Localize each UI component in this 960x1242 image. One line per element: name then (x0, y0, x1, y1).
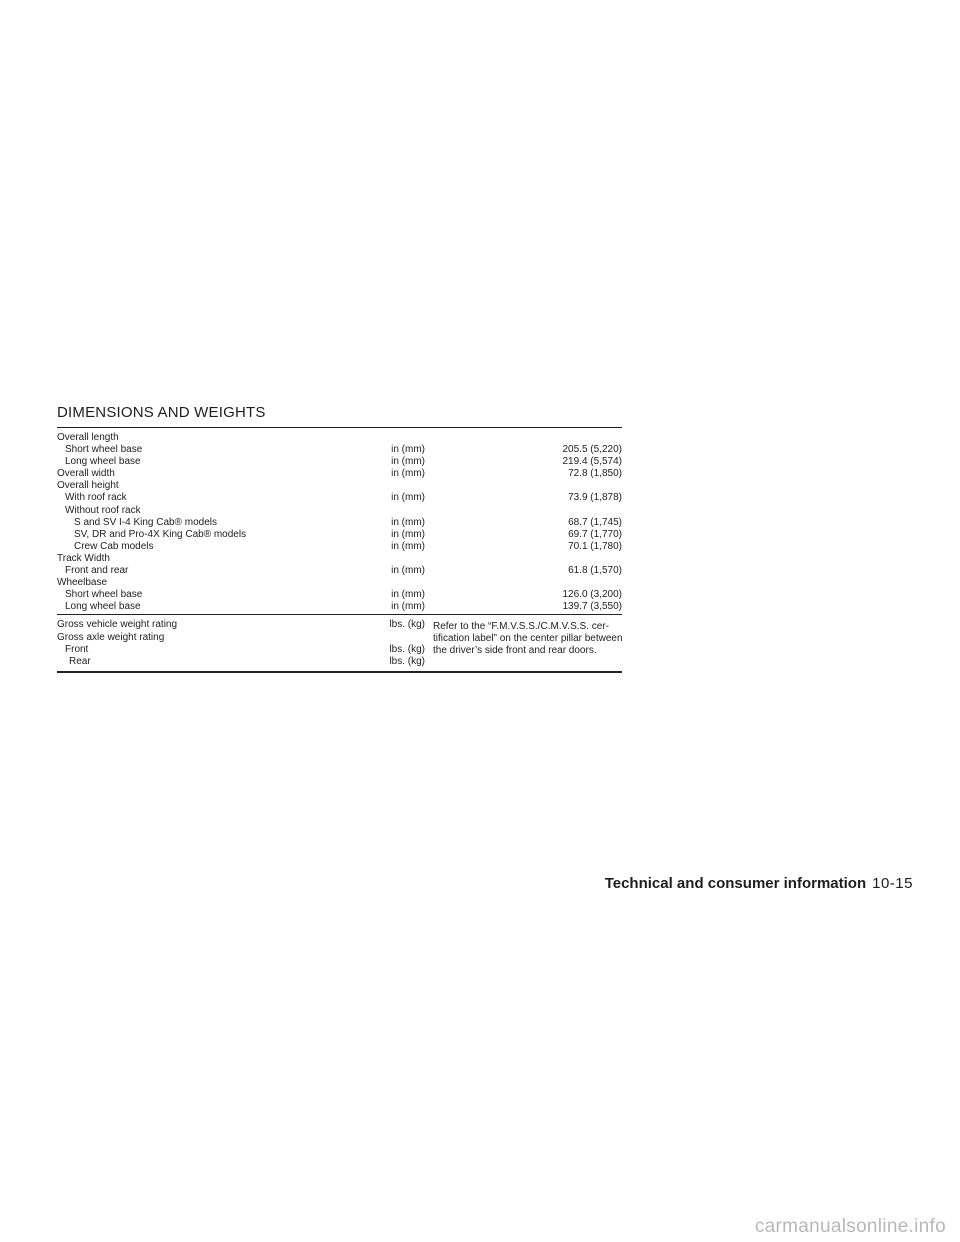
spec-row (57, 577, 622, 589)
spec-label: Track Width (57, 552, 110, 564)
section-title: DIMENSIONS AND WEIGHTS (57, 404, 266, 421)
spec-label: Front and rear (65, 565, 129, 577)
table-divider (57, 614, 622, 615)
spec-value: 70.1 (1,780) (568, 540, 622, 552)
spec-row (57, 517, 622, 529)
spec-label: Crew Cab models (74, 540, 154, 552)
spec-label: Gross vehicle weight rating (57, 619, 178, 631)
spec-label: Long wheel base (65, 601, 141, 613)
spec-unit: lbs. (kg) (389, 655, 425, 667)
spec-label: Without roof rack (65, 504, 141, 516)
spec-label: Rear (69, 655, 91, 667)
weights-note: Refer to the “F.M.V.S.S./C.M.V.S.S. cer-tification label” on the center pillar between the driver’s side front and rear doors. (433, 621, 623, 656)
spec-row (57, 480, 622, 492)
chapter-title: Technical and consumer information (604, 875, 867, 892)
spec-row (57, 505, 622, 517)
spec-value: 205.5 (5,220) (562, 444, 622, 456)
spec-row (57, 589, 622, 601)
spec-unit: in (mm) (391, 456, 425, 468)
spec-label: Overall height (57, 480, 119, 492)
spec-label: SV, DR and Pro-4X King Cab® models (74, 528, 247, 540)
spec-value: 219.4 (5,574) (562, 456, 622, 468)
spec-value: 73.9 (1,878) (568, 492, 622, 504)
spec-unit: in (mm) (391, 468, 425, 480)
spec-unit: in (mm) (391, 589, 425, 601)
spec-label: Short wheel base (65, 589, 143, 601)
spec-label: Overall length (57, 432, 119, 443)
spec-label: Wheelbase (57, 577, 108, 589)
spec-row (57, 565, 622, 577)
spec-value: 72.8 (1,850) (568, 468, 622, 480)
spec-row (57, 456, 622, 468)
dimensions-weights-table (57, 432, 622, 667)
spec-value: 69.7 (1,770) (568, 528, 622, 540)
spec-row (57, 432, 622, 444)
spec-unit: in (mm) (391, 565, 425, 577)
spec-unit: lbs. (kg) (389, 643, 425, 655)
weights-group (57, 619, 622, 667)
spec-row (57, 656, 622, 668)
spec-label: Front (65, 643, 89, 655)
spec-value: 139.7 (3,550) (562, 601, 622, 613)
title-divider (57, 427, 622, 428)
spec-row (57, 601, 622, 613)
spec-unit: in (mm) (391, 528, 425, 540)
spec-unit: in (mm) (391, 516, 425, 528)
spec-row (57, 541, 622, 553)
spec-unit: in (mm) (391, 540, 425, 552)
spec-label: Gross axle weight rating (57, 631, 165, 643)
spec-row (57, 553, 622, 565)
page-number: 10-15 (872, 875, 913, 892)
watermark[interactable]: carmanualsonline.info (754, 1216, 946, 1237)
page-footer (605, 875, 913, 892)
dimensions-list (57, 432, 622, 613)
spec-unit: lbs. (kg) (389, 619, 425, 631)
spec-value: 126.0 (3,200) (562, 589, 622, 601)
spec-label: Overall width (57, 468, 115, 480)
spec-value: 68.7 (1,745) (568, 516, 622, 528)
spec-value: 61.8 (1,570) (568, 565, 622, 577)
spec-label: Short wheel base (65, 444, 143, 456)
spec-row (57, 529, 622, 541)
spec-row (57, 492, 622, 504)
spec-row (57, 468, 622, 480)
spec-label: With roof rack (65, 492, 127, 504)
spec-label: Long wheel base (65, 456, 141, 468)
spec-label: S and SV I-4 King Cab® models (74, 516, 217, 528)
spec-row (57, 444, 622, 456)
spec-unit: in (mm) (391, 444, 425, 456)
spec-unit: in (mm) (391, 492, 425, 504)
spec-unit: in (mm) (391, 601, 425, 613)
table-bottom-divider (57, 671, 622, 673)
